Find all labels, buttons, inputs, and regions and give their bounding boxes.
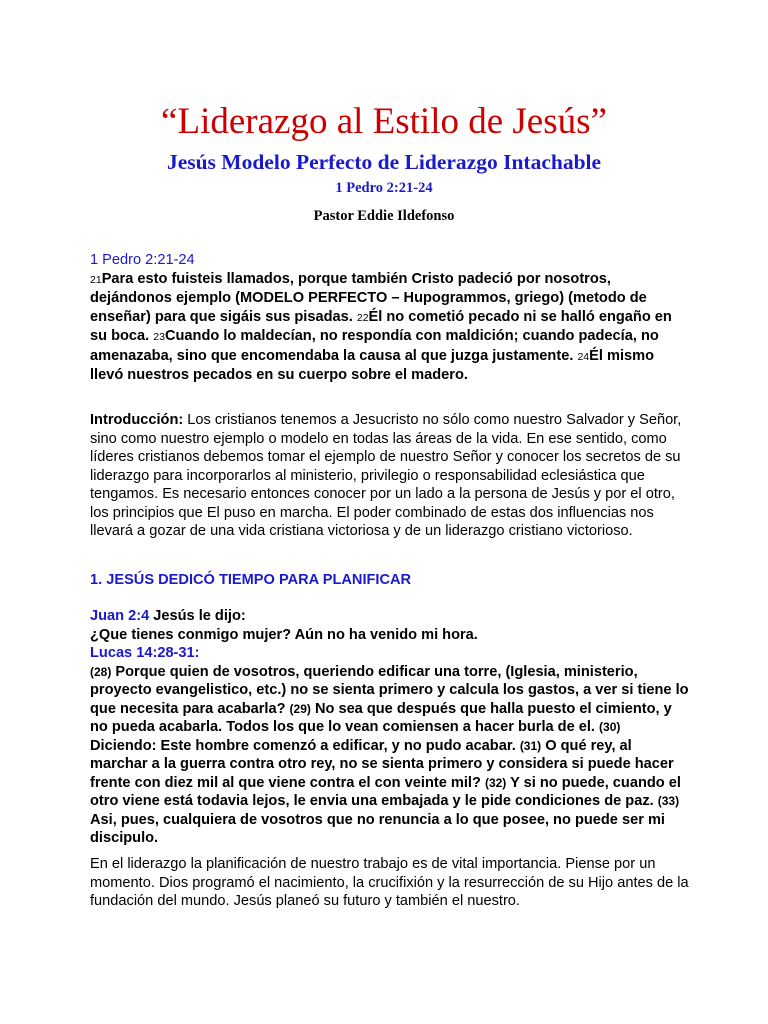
verse-number: 22 xyxy=(356,311,369,324)
lucas-reference: Lucas 14:28-31: xyxy=(90,645,200,661)
verse-text: Porque quien de vosotros, queriendo edificar una torre, (Iglesia, ministerio, proyecto evangelistico, etc.) no se sienta primero y calcula los gastos, a ver si tiene lo que necesita para acabarla? xyxy=(90,663,689,717)
introduction-text: Los cristianos tenemos a Jesucristo no sólo como nuestro Salvador y Señor, sino como nuestro ejemplo o modelo en todas las áreas de la vida. En ese sentido, como líderes cristianos debemos tomar el ejemplo de nuestro Señor y conocer los secretos de su liderazgo para incorporarlos al ministerio, privilegio o responsabilidad eclesiástica que tengamos. Es necesario entonces conocer por un lado a la persona de Jesús y por el otro, los principios que El puso en marcha. El poder combinado de estas dos influencias nos llevará a gozar de una vida cristiana victoriosa y de un liderazgo cristiano victorioso. xyxy=(90,412,682,539)
verse-number: (30) xyxy=(599,720,621,734)
verse-text: O qué rey, al marchar a la guerra contra otro rey, no se sienta primero y considera si puede hacer frente con diez mil al que viene contra el con veinte mil? xyxy=(90,737,674,791)
closing-paragraph: En el liderazgo la planificación de nuestro trabajo es de vital importancia. Piense por un momento. Dios programó el nacimiento, la crucifixión y la resurrección de su Hijo antes de la fundación del mundo. Jesús planeó su futuro y también el nuestro. xyxy=(90,856,689,909)
verse-text: Asi, pues, cualquiera de vosotros que no renuncia a lo que posee, no puede ser mi discipulo. xyxy=(90,811,665,846)
document-title: “Liderazgo al Estilo de Jesús” xyxy=(161,101,607,142)
verse-text: Cuando lo maldecían, no respondía con maldición; cuando padecía, no amenazaba, sino que encomendaba la causa al que juzga justamente. xyxy=(90,328,659,364)
header-scripture-reference: 1 Pedro 2:21-24 xyxy=(335,180,433,196)
verse-number: (28) xyxy=(90,664,112,679)
verse-text: Diciendo: Este hombre comenzó a edificar, y no pudo acabar. xyxy=(90,737,520,754)
section-heading: 1. JESÚS DEDICÓ TIEMPO PARA PLANIFICAR xyxy=(90,572,412,588)
author-line: Pastor Eddie Ildefonso xyxy=(313,208,455,224)
verse-text: Él no cometió pecado ni se halló engaño en su boca. xyxy=(90,308,672,344)
verse-number: (29) xyxy=(289,701,311,716)
introduction-label: Introducción: xyxy=(90,412,184,428)
verse-number: (33) xyxy=(657,794,680,808)
verse-text: Y si no puede, cuando el otro viene está todavia lejos, le envia una embajada y le pide condiciones de paz. xyxy=(90,774,681,809)
verse-number: (32) xyxy=(484,775,507,790)
passage-reference: 1 Pedro 2:21-24 xyxy=(90,252,195,268)
passage-block xyxy=(90,251,690,385)
introduction-paragraph xyxy=(90,411,690,541)
juan-quote: ¿Que tienes conmigo mujer? Aún no ha venido mi hora. xyxy=(90,626,478,643)
verse-number: 23 xyxy=(153,331,165,343)
lucas-text xyxy=(90,663,690,848)
verse-text: Para esto fuisteis llamados, porque también Cristo padeció por nosotros, dejándonos ejemplo (MODELO PERFECTO – Hupogrammos, griego) (metodo de enseñar) para que sigáis sus pisadas. xyxy=(90,270,647,325)
verse-number: 24 xyxy=(577,350,590,363)
verse-text: No sea que después que halla puesto el cimiento, y no pueda acabarla. Todos los que lo vean comiensen a hacer burla de el. xyxy=(90,700,672,735)
verse-text: Él mismo llevó nuestros pecados en su cuerpo sobre el madero. xyxy=(90,347,655,383)
juan-reference: Juan 2:4 xyxy=(90,608,150,624)
scripture-block xyxy=(90,607,690,848)
verse-number: (31) xyxy=(519,738,542,753)
verse-number: 21 xyxy=(90,273,102,286)
document-subtitle: Jesús Modelo Perfecto de Liderazgo Intachable xyxy=(166,150,602,174)
passage-text xyxy=(90,270,690,385)
juan-lead: Jesús le dijo: xyxy=(149,608,246,624)
